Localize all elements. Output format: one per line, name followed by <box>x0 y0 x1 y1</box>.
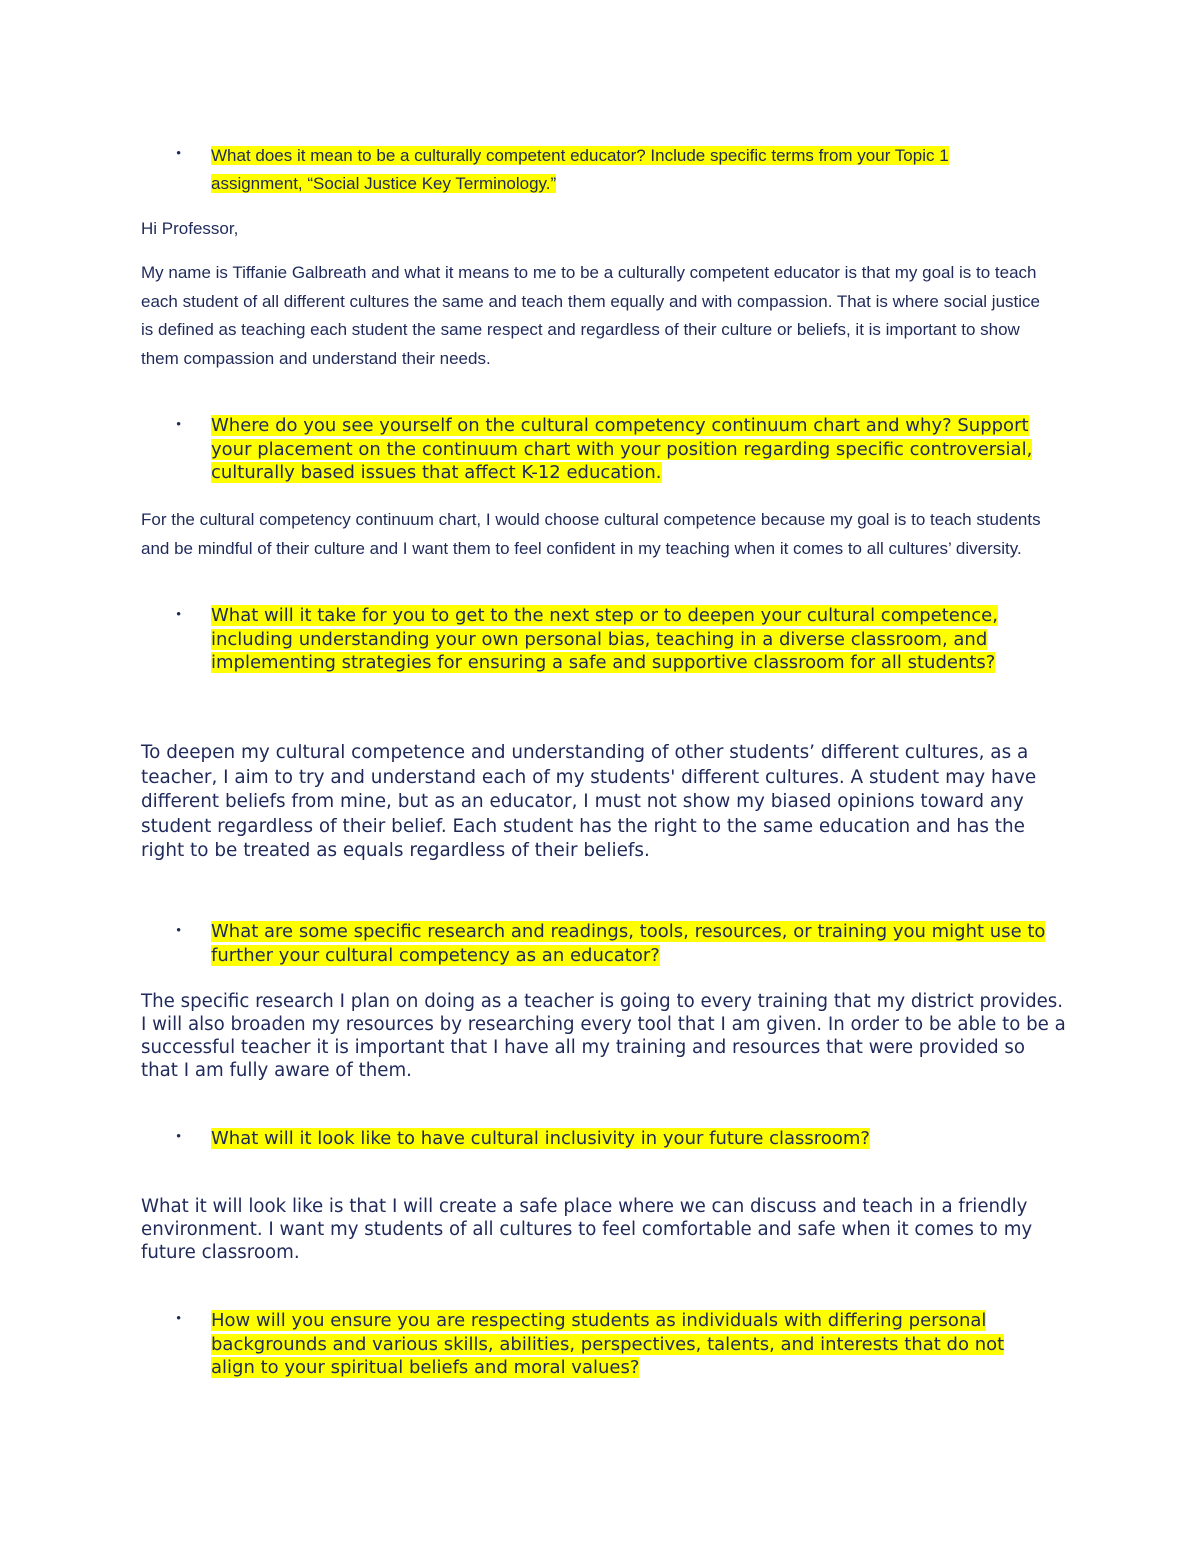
question-2 <box>211 414 1051 485</box>
question-3 <box>211 604 1061 675</box>
bullet-icon: • <box>176 607 182 623</box>
question-2-text: Where do you see yourself on the cultural competency continuum chart and why? Support your placement on the continuum chart with your position regarding specific controversial, culturally based issues that affect K-12 education. <box>211 415 1033 483</box>
question-6 <box>211 1309 1011 1380</box>
answer-1: My name is Tiffanie Galbreath and what it means to me to be a culturally competent educator is that my goal is to teach each student of all different cultures the same and teach them equally and with compassion. That is where social justice is defined as teaching each student the same respect and regardless of their culture or beliefs, it is important to show them compassion and understand their needs. <box>141 263 1040 368</box>
question-1-text: What does it mean to be a culturally competent educator? Include specific terms from your Topic 1 assignment, “Social Justice Key Terminology.” <box>211 146 949 193</box>
answer-2: For the cultural competency continuum chart, I would choose cultural competence because my goal is to teach students and be mindful of their culture and I want them to feel confident in my teaching when it comes to all cultures’ diversity. <box>141 510 1041 558</box>
question-1 <box>211 142 1031 198</box>
answer-5: What it will look like is that I will create a safe place where we can discuss and teach in a friendly environment. I want my students of all cultures to feel comfortable and safe when it comes to my future classroom. <box>141 1196 1033 1263</box>
bullet-icon: • <box>176 146 182 162</box>
answer-4: The specific research I plan on doing as a teacher is going to every training that my district provides. I will also broaden my resources by researching every tool that I am given. In order to be able to be a successful teacher it is important that I have all my training and resources that were provided so that I am fully aware of them. <box>141 991 1066 1081</box>
bullet-icon: • <box>176 1129 182 1145</box>
bullet-icon: • <box>176 1311 182 1327</box>
bullet-icon: • <box>176 923 182 939</box>
greeting: Hi Professor, <box>141 219 239 238</box>
answer-3: To deepen my cultural competence and understanding of other students’ different cultures, as a teacher, I aim to try and understand each of my students' different cultures. A student may have different beliefs from mine, but as an educator, I must not show my biased opinions toward any student regardless of their belief. Each student has the right to the same education and has the right to be treated as equals regardless of their beliefs. <box>141 742 1037 861</box>
question-4 <box>211 920 1061 967</box>
question-6-text: How will you ensure you are respecting students as individuals with differing personal backgrounds and various skills, abilities, perspectives, talents, and interests that do not align to your spiritual beliefs and moral values? <box>211 1310 1005 1378</box>
question-5 <box>211 1127 1061 1151</box>
question-4-text: What are some specific research and readings, tools, resources, or training you might use to further your cultural competency as an educator? <box>211 921 1046 966</box>
question-3-text: What will it take for you to get to the next step or to deepen your cultural competence, including understanding your own personal bias, teaching in a diverse classroom, and implementing strategies for ensuring a safe and supportive classroom for all students? <box>211 605 998 673</box>
bullet-icon: • <box>176 417 182 433</box>
question-5-text: What will it look like to have cultural inclusivity in your future classroom? <box>211 1128 870 1149</box>
